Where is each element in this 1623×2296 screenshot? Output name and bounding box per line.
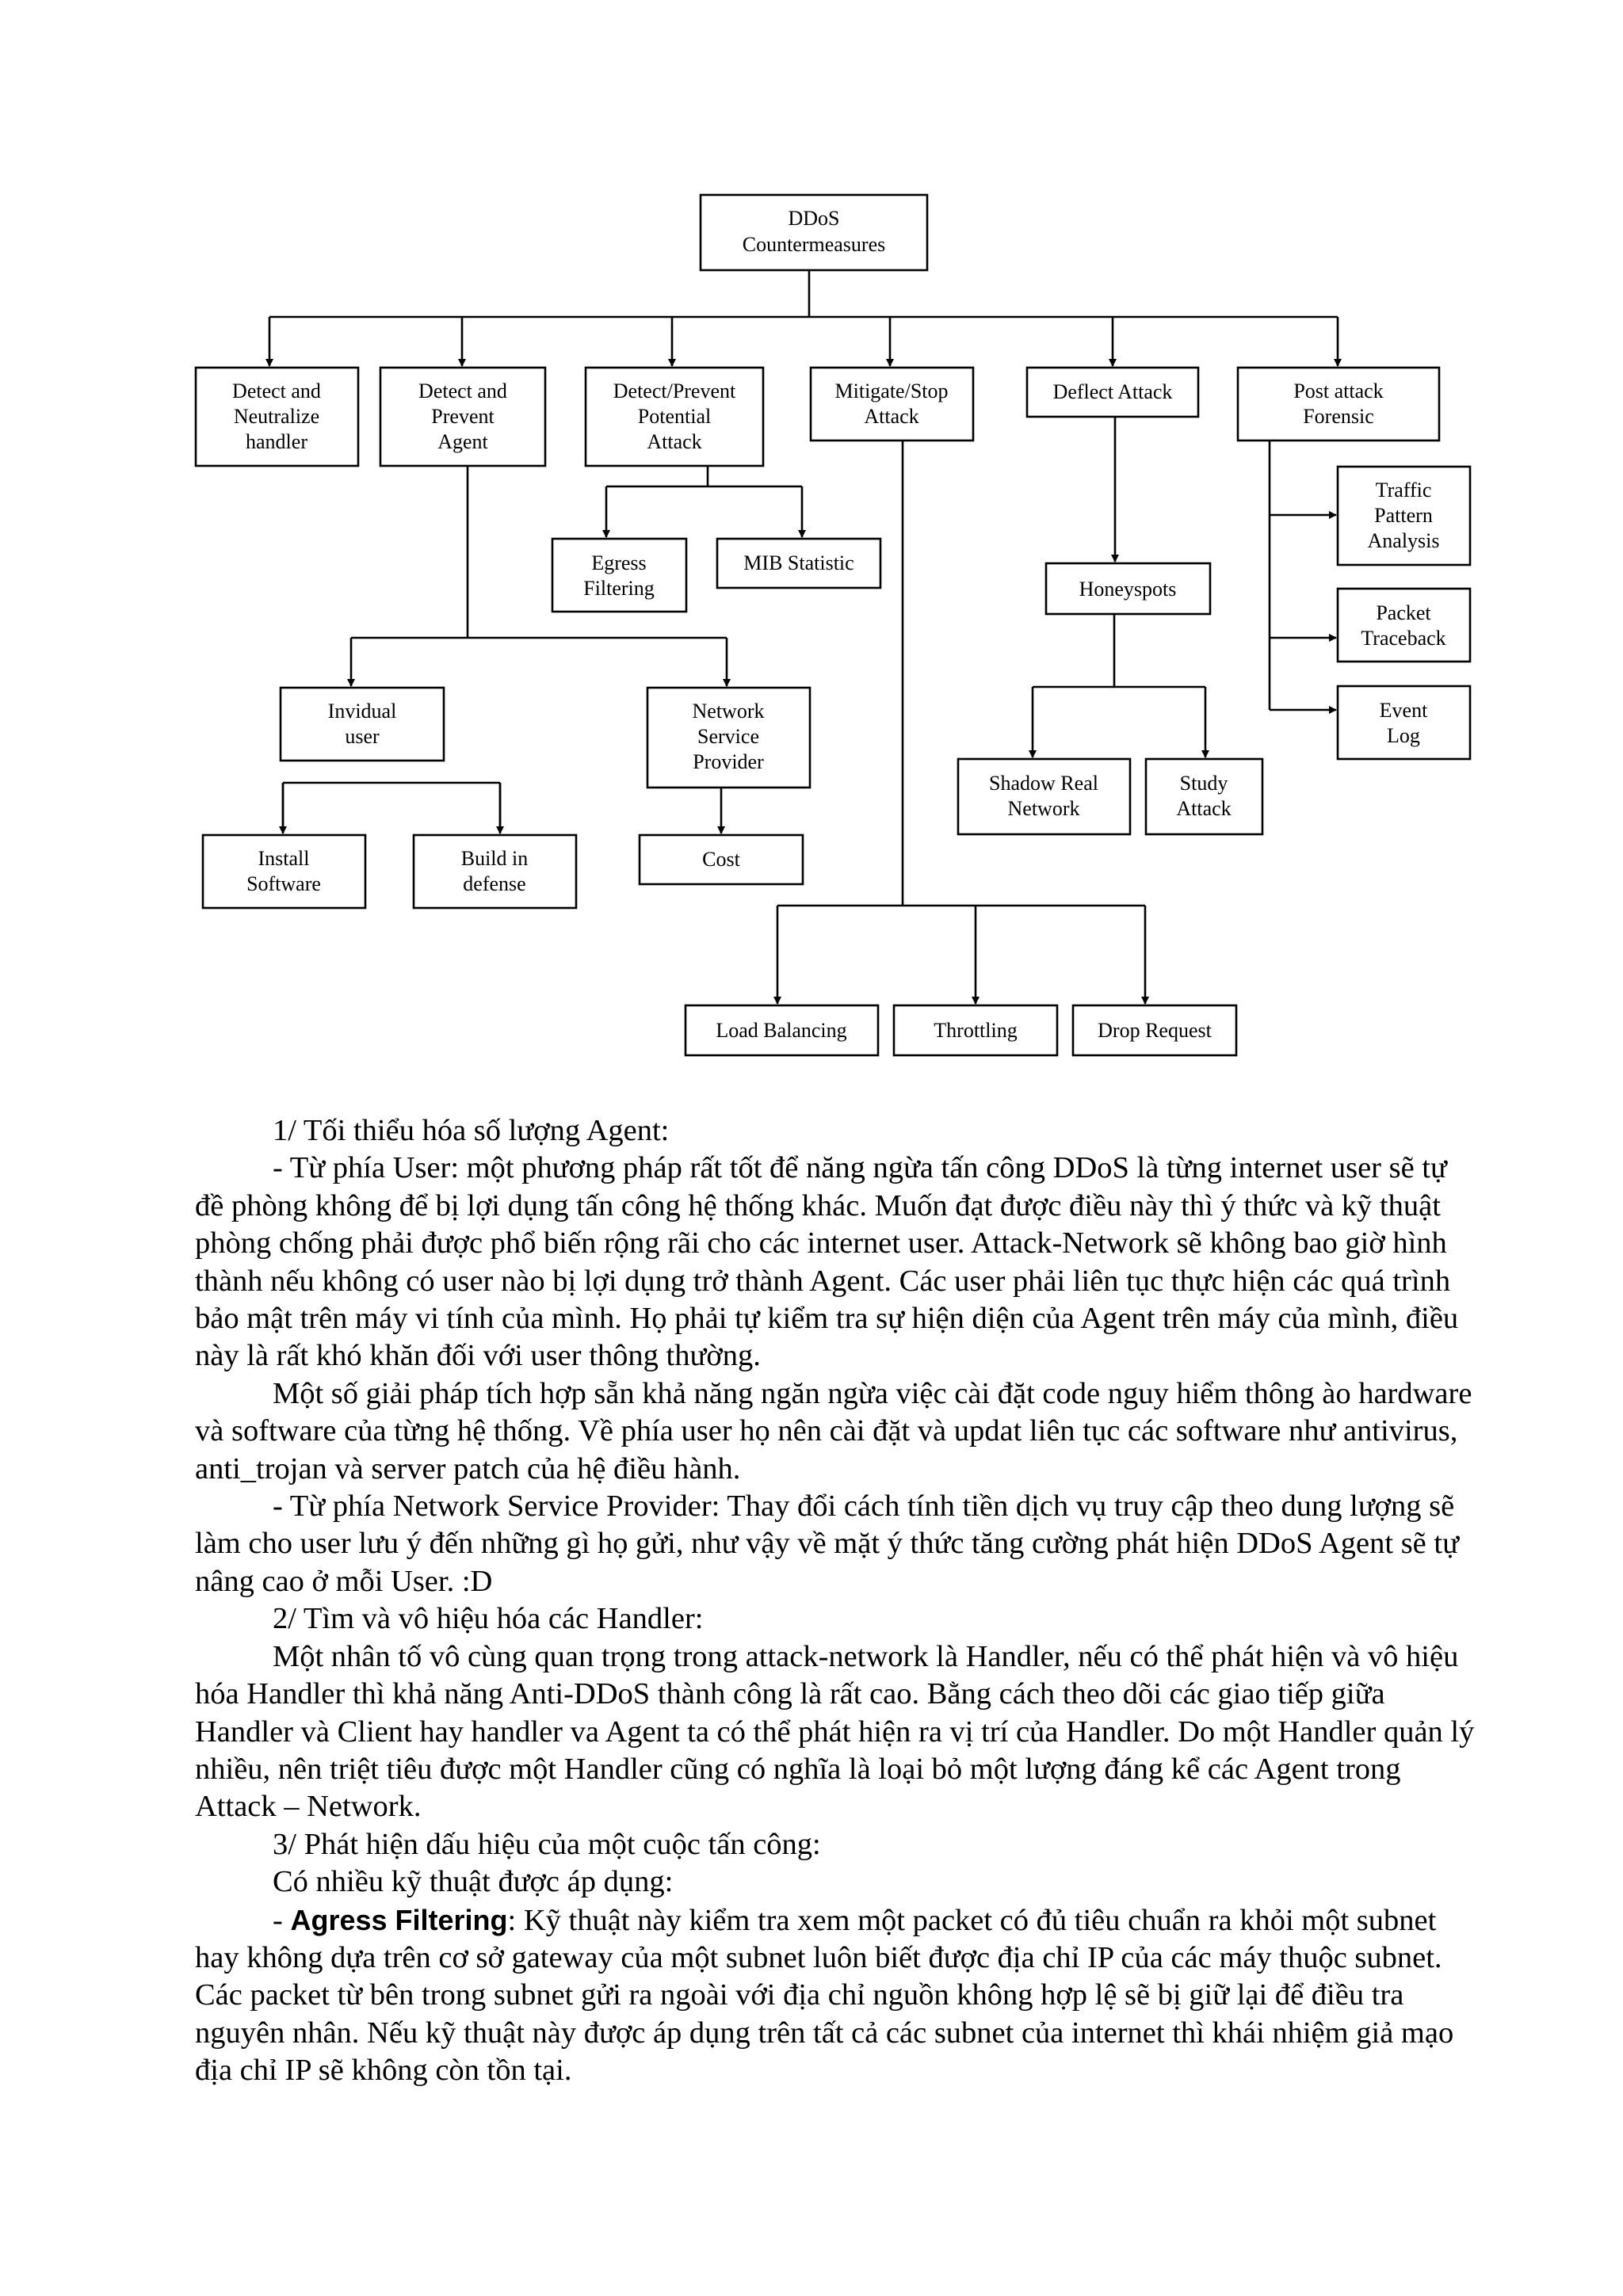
ddos-countermeasures-diagram [0, 0, 1623, 1093]
node-traffic-pattern-analysis [1338, 467, 1470, 565]
node-label: Traceback [1361, 627, 1446, 650]
node-label: Log [1387, 724, 1420, 747]
node-label: Detect and [418, 379, 507, 402]
node-label: Post attack [1293, 379, 1384, 402]
node-label: Drop Request [1098, 1019, 1212, 1042]
node-label: Countermeasures [742, 233, 886, 256]
node-event-log [1338, 686, 1470, 759]
paragraph-agress-filtering [195, 1901, 1479, 2090]
node-label: Filtering [583, 577, 655, 600]
node-individual-user [281, 688, 444, 761]
body-text [195, 1112, 1479, 2090]
node-shadow-real-network [958, 759, 1130, 834]
node-detect-neutralize-handler [196, 368, 358, 466]
node-label: DDoS [788, 207, 840, 230]
node-label: Attack [1176, 797, 1232, 820]
node-network-service-provider [647, 688, 810, 788]
node-label: Analysis [1367, 529, 1440, 552]
node-throttling [894, 1005, 1057, 1055]
node-label: Service [697, 725, 759, 748]
node-label: Install [258, 847, 310, 870]
node-label: Agent [437, 430, 488, 453]
node-label: Invidual [327, 700, 397, 723]
node-drop-request [1073, 1005, 1236, 1055]
node-label: Deflect Attack [1052, 380, 1173, 403]
paragraph-network-service-provider: - Từ phía Network Service Provider: Thay đổi cách tính tiền dịch vụ truy cập theo dung lượng sẽ làm cho user lưu ý đến những gì họ gửi, như vậy về mặt ý thức tăng cường phát hiện DDoS Agent sẽ tự nâng cao ở mỗi User. :D [195, 1489, 1459, 1598]
paragraph-integrated-solutions: Một số giải pháp tích hợp sẵn khả năng ngăn ngừa việc cài đặt code nguy hiểm thông ào hardware và software của từng hệ thống. Về phía user họ nên cài đặt và updat liên tục các software như antivirus, anti_trojan và server patch của hệ điều hành. [195, 1376, 1472, 1486]
node-detect-prevent-agent [380, 368, 545, 466]
node-packet-traceback [1338, 589, 1470, 662]
node-label: Prevent [431, 405, 495, 428]
node-label: Packet [1376, 601, 1431, 624]
node-deflect-attack [1027, 368, 1198, 417]
node-label: handler [246, 430, 307, 453]
node-load-balancing [685, 1005, 878, 1055]
node-label: Potential [637, 405, 712, 428]
node-label: Study [1179, 772, 1228, 795]
heading-minimize-agents: 1/ Tối thiểu hóa số lượng Agent: [273, 1114, 670, 1147]
node-label: MIB Statistic [743, 551, 854, 574]
node-egress-filtering [552, 539, 686, 612]
paragraph-handlers: Một nhân tố vô cùng quan trọng trong attack-network là Handler, nếu có thể phát hiện và vô hiệu hóa Handler thì khả năng Anti-DDoS thành công là rất cao. Bằng cách theo dõi các giao tiếp giữa Handler và Client hay handler va Agent ta có thể phát hiện ra vị trí của Handler. Do một Handler quản lý nhiều, nên triệt tiêu được một Handler cũng có nghĩa là loại bỏ một lượng đáng kể các Agent trong Attack – Network. [195, 1639, 1475, 1824]
node-label: Network [692, 700, 765, 723]
node-label: Provider [693, 750, 764, 773]
paragraph-user-side: - Từ phía User: một phương pháp rất tốt để năng ngừa tấn công DDoS là từng internet user sẽ tự đề phòng không để bị lợi dụng tấn công hệ thống khác. Muốn đạt được điều này thì ý thức và kỹ thuật phòng chống phải được phổ biến rộng rãi cho các internet user. Attack-Network sẽ không bao giờ hình thành nếu không có user nào bị lợi dụng trở thành Agent. Các user phải liên tục thực hiện các quá trình bảo mật trên máy vi tính của mình. Họ phải tự kiểm tra sự hiện diện của Agent trên máy của mình, điều này là rất khó khăn đối với user thông thường. [195, 1151, 1459, 1373]
node-label: Egress [591, 551, 647, 574]
node-install-software [203, 835, 365, 908]
paragraph-techniques-intro: Có nhiều kỹ thuật được áp dụng: [273, 1865, 674, 1899]
node-label: user [345, 725, 380, 748]
node-label: Neutralize [233, 405, 320, 428]
node-label: Build in [460, 847, 529, 870]
node-label: Shadow Real [989, 772, 1098, 795]
node-label: Load Balancing [716, 1019, 847, 1042]
node-label: Traffic [1375, 479, 1432, 502]
heading-detect-attack-signs: 3/ Phát hiện dấu hiệu của một cuộc tấn công: [273, 1827, 821, 1861]
node-ddos-countermeasures [701, 195, 927, 270]
node-label: Software [246, 872, 321, 895]
node-cost [640, 835, 803, 884]
node-label: Cost [702, 848, 740, 871]
node-mib-statistic [717, 539, 880, 588]
node-label: Honeyspots [1079, 578, 1177, 601]
node-honeyspots [1046, 563, 1210, 614]
node-label: Attack [864, 405, 919, 428]
node-build-in-defense [414, 835, 576, 908]
node-label: defense [463, 872, 526, 895]
agress-filtering-prefix: - [273, 1903, 291, 1937]
node-study-attack [1146, 759, 1262, 834]
agress-filtering-term: Agress Filtering [290, 1903, 508, 1936]
node-label: Detect/Prevent [613, 379, 736, 402]
node-mitigate-stop-attack [811, 368, 973, 441]
heading-find-handlers: 2/ Tìm và vô hiệu hóa các Handler: [273, 1602, 704, 1636]
node-label: Mitigate/Stop [834, 379, 949, 402]
agress-filtering-description: : Kỹ thuật này kiểm tra xem một packet có đủ tiêu chuẩn ra khỏi một subnet hay không dựa trên cơ sở gateway của một subnet luôn biết được địa chỉ IP của các máy thuộc subnet. Các packet từ bên trong subnet gửi ra ngoài với địa chỉ nguồn không hợp lệ sẽ bị giữ lại để điều tra nguyên nhân. Nếu kỹ thuật này được áp dụng trên tất cả các subnet của internet thì khái nhiệm giả mạo địa chỉ IP sẽ không còn tồn tại. [195, 1903, 1454, 2088]
node-label: Pattern [1374, 504, 1433, 527]
node-label: Forensic [1303, 405, 1374, 428]
node-label: Event [1379, 699, 1428, 722]
node-post-attack-forensic [1238, 368, 1439, 441]
node-label: Network [1007, 797, 1080, 820]
node-label: Throttling [934, 1019, 1018, 1042]
node-label: Attack [647, 430, 702, 453]
node-detect-prevent-potential-attack [586, 368, 763, 466]
node-label: Detect and [232, 379, 321, 402]
